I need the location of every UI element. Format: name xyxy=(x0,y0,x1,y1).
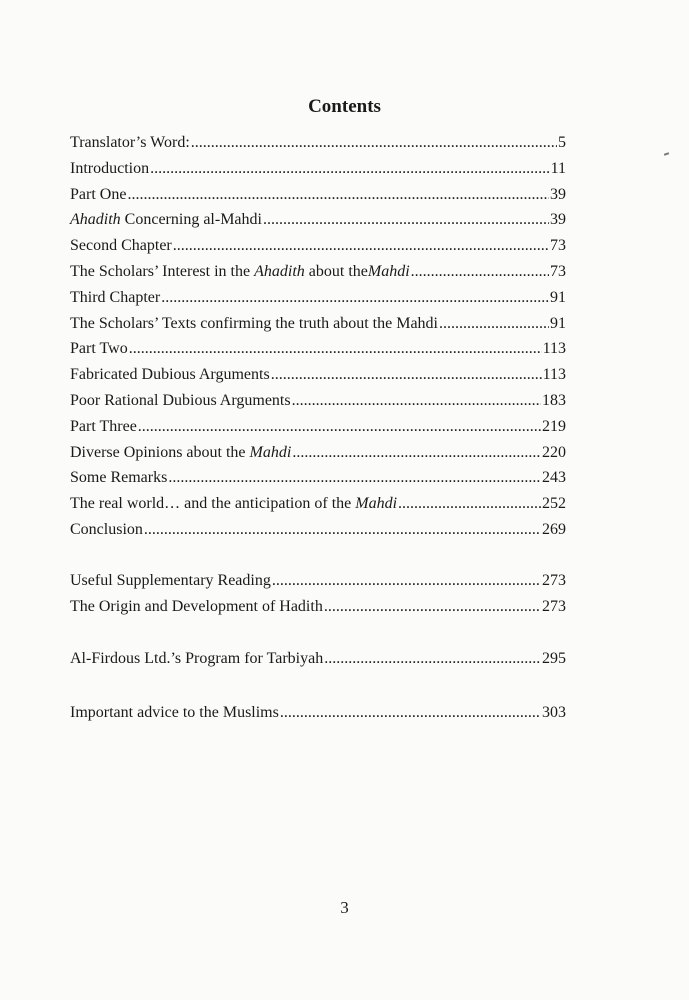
toc-dot-leader xyxy=(138,414,541,440)
toc-entry-title-text: Translator’s Word: xyxy=(70,134,190,151)
toc-entry-page: 11 xyxy=(550,159,566,177)
toc-entry xyxy=(70,311,566,337)
toc-dot-leader xyxy=(292,388,541,414)
toc-entry-title xyxy=(70,182,126,208)
toc-dot-leader xyxy=(271,362,542,388)
toc-entry-page: 183 xyxy=(542,391,566,409)
toc-entry xyxy=(70,388,566,414)
toc-entry-title-text: Al-Firdous Ltd.’s Program for Tarbiyah xyxy=(70,650,324,667)
toc-entry-title xyxy=(70,130,190,156)
toc-entry-page: 273 xyxy=(542,572,566,589)
page-title: Contents xyxy=(308,96,381,117)
toc-entry-title xyxy=(70,259,410,285)
toc-entry-title-italic: Ahadith xyxy=(70,211,121,229)
toc-entry-page: 73 xyxy=(550,237,566,255)
toc-entry xyxy=(70,233,566,259)
toc-entry-title xyxy=(70,362,270,388)
toc-entry xyxy=(70,440,566,466)
toc-entry-page: 303 xyxy=(542,704,566,721)
toc-entry-title xyxy=(70,207,262,233)
toc-entry-title xyxy=(70,388,291,414)
toc-entry-page: 39 xyxy=(550,211,566,229)
toc-entry-title-text: Part Three xyxy=(70,417,137,435)
toc-entry xyxy=(70,491,566,517)
toc-dot-leader xyxy=(272,568,541,594)
toc-entry xyxy=(70,700,566,726)
toc-entry-page: 220 xyxy=(542,443,566,461)
toc-entry-page: 273 xyxy=(542,597,566,615)
toc-entry xyxy=(70,362,566,388)
toc-entry xyxy=(70,259,566,285)
toc-dot-leader xyxy=(150,156,550,182)
toc-entry xyxy=(70,156,566,182)
toc-entry-title xyxy=(70,465,167,491)
toc-entry-title-text: Some Remarks xyxy=(70,469,168,487)
toc-entry xyxy=(70,336,566,362)
toc-entry-title-text: The Scholars’ Interest in the xyxy=(70,262,255,280)
toc-entry xyxy=(70,285,566,311)
toc-entry xyxy=(70,414,566,440)
toc-dot-leader xyxy=(292,440,541,466)
toc-entry xyxy=(70,207,566,233)
toc-entry xyxy=(70,594,566,620)
toc-entry-title-text: Concerning al-Mahdi xyxy=(120,211,262,229)
toc-entry-title xyxy=(70,517,143,543)
toc-main-list xyxy=(70,130,566,543)
toc-advice-list xyxy=(70,700,566,726)
toc-entry-title xyxy=(70,233,172,259)
toc-entry-title xyxy=(70,414,137,440)
toc-entry-title-text: Third Chapter xyxy=(70,288,161,306)
toc-entry xyxy=(70,517,566,543)
toc-entry-title xyxy=(70,491,397,517)
toc-dot-leader xyxy=(324,646,541,672)
toc-entry-title-italic: Mahdi xyxy=(355,495,398,513)
toc-entry-page: 295 xyxy=(542,650,566,667)
toc-entry-title xyxy=(70,568,271,594)
toc-entry-page: 91 xyxy=(550,288,566,306)
toc-entry-title-text: The Scholars’ Texts confirming the truth about the Mahdi xyxy=(70,314,438,332)
toc-entry-title-text: Part One xyxy=(70,185,127,203)
toc-dot-leader xyxy=(280,700,541,726)
toc-dot-leader xyxy=(161,285,549,311)
toc-entry-title-text: Useful Supplementary Reading xyxy=(70,572,271,589)
toc-entry xyxy=(70,130,566,156)
toc-entry-title-text: Introduction xyxy=(70,159,150,177)
toc-entry-title xyxy=(70,285,160,311)
toc-entry-title-text: Fabricated Dubious Arguments xyxy=(70,366,270,384)
page-number: 3 xyxy=(340,898,349,917)
toc-entry-title-text: Part Two xyxy=(70,340,128,358)
toc-entry-title-text: The real world… and the anticipation of the xyxy=(70,495,356,513)
toc-entry-title-italic: Mahdi xyxy=(367,262,410,280)
toc-dot-leader xyxy=(191,130,557,156)
toc-supplementary-list xyxy=(70,568,566,620)
toc-dot-leader xyxy=(439,311,549,337)
paper-speck xyxy=(664,152,669,155)
toc-dot-leader xyxy=(411,259,549,285)
toc-entry-page: 219 xyxy=(542,417,566,435)
toc-entry-page: 5 xyxy=(558,134,566,151)
toc-entry-title-text: Poor Rational Dubious Arguments xyxy=(70,391,291,409)
toc-entry-title xyxy=(70,646,323,672)
toc-dot-leader xyxy=(144,517,541,543)
toc-dot-leader xyxy=(129,336,542,362)
toc-dot-leader xyxy=(127,182,549,208)
toc-entry-title xyxy=(70,156,149,182)
toc-entry-title-text: The Origin and Development of Hadith xyxy=(70,597,323,615)
toc-entry xyxy=(70,646,566,672)
toc-entry-title xyxy=(70,700,279,726)
toc-entry-title xyxy=(70,311,438,337)
toc-entry xyxy=(70,465,566,491)
toc-entry-title-italic: Mahdi xyxy=(249,443,292,461)
toc-dot-leader xyxy=(173,233,549,259)
toc-entry-title-text: Important advice to the Muslims xyxy=(70,704,279,721)
toc-dot-leader xyxy=(324,594,541,620)
toc-entry-page: 73 xyxy=(550,262,566,280)
toc-dot-leader xyxy=(398,491,541,517)
toc-entry-title xyxy=(70,440,291,466)
toc-entry-page: 243 xyxy=(542,469,566,487)
toc-entry-page: 113 xyxy=(542,340,566,358)
toc-entry-page: 252 xyxy=(542,495,566,513)
toc-entry-page: 91 xyxy=(550,314,566,332)
toc-entry-title-italic: Ahadith xyxy=(254,262,305,280)
toc-entry-title-text: Conclusion xyxy=(70,520,143,538)
toc-entry-title xyxy=(70,336,128,362)
toc-program-list xyxy=(70,646,566,672)
toc-entry-page: 269 xyxy=(542,520,566,538)
toc-entry xyxy=(70,568,566,594)
toc-entry-title-text: Diverse Opinions about the xyxy=(70,443,250,461)
toc-entry xyxy=(70,182,566,208)
toc-entry-title-text: about the xyxy=(304,262,368,280)
toc-dot-leader xyxy=(168,465,541,491)
toc-entry-page: 39 xyxy=(550,185,566,203)
toc-entry-page: 113 xyxy=(542,366,566,384)
toc-entry-title-text: Second Chapter xyxy=(70,237,172,255)
toc-dot-leader xyxy=(263,207,549,233)
toc-entry-title xyxy=(70,594,323,620)
